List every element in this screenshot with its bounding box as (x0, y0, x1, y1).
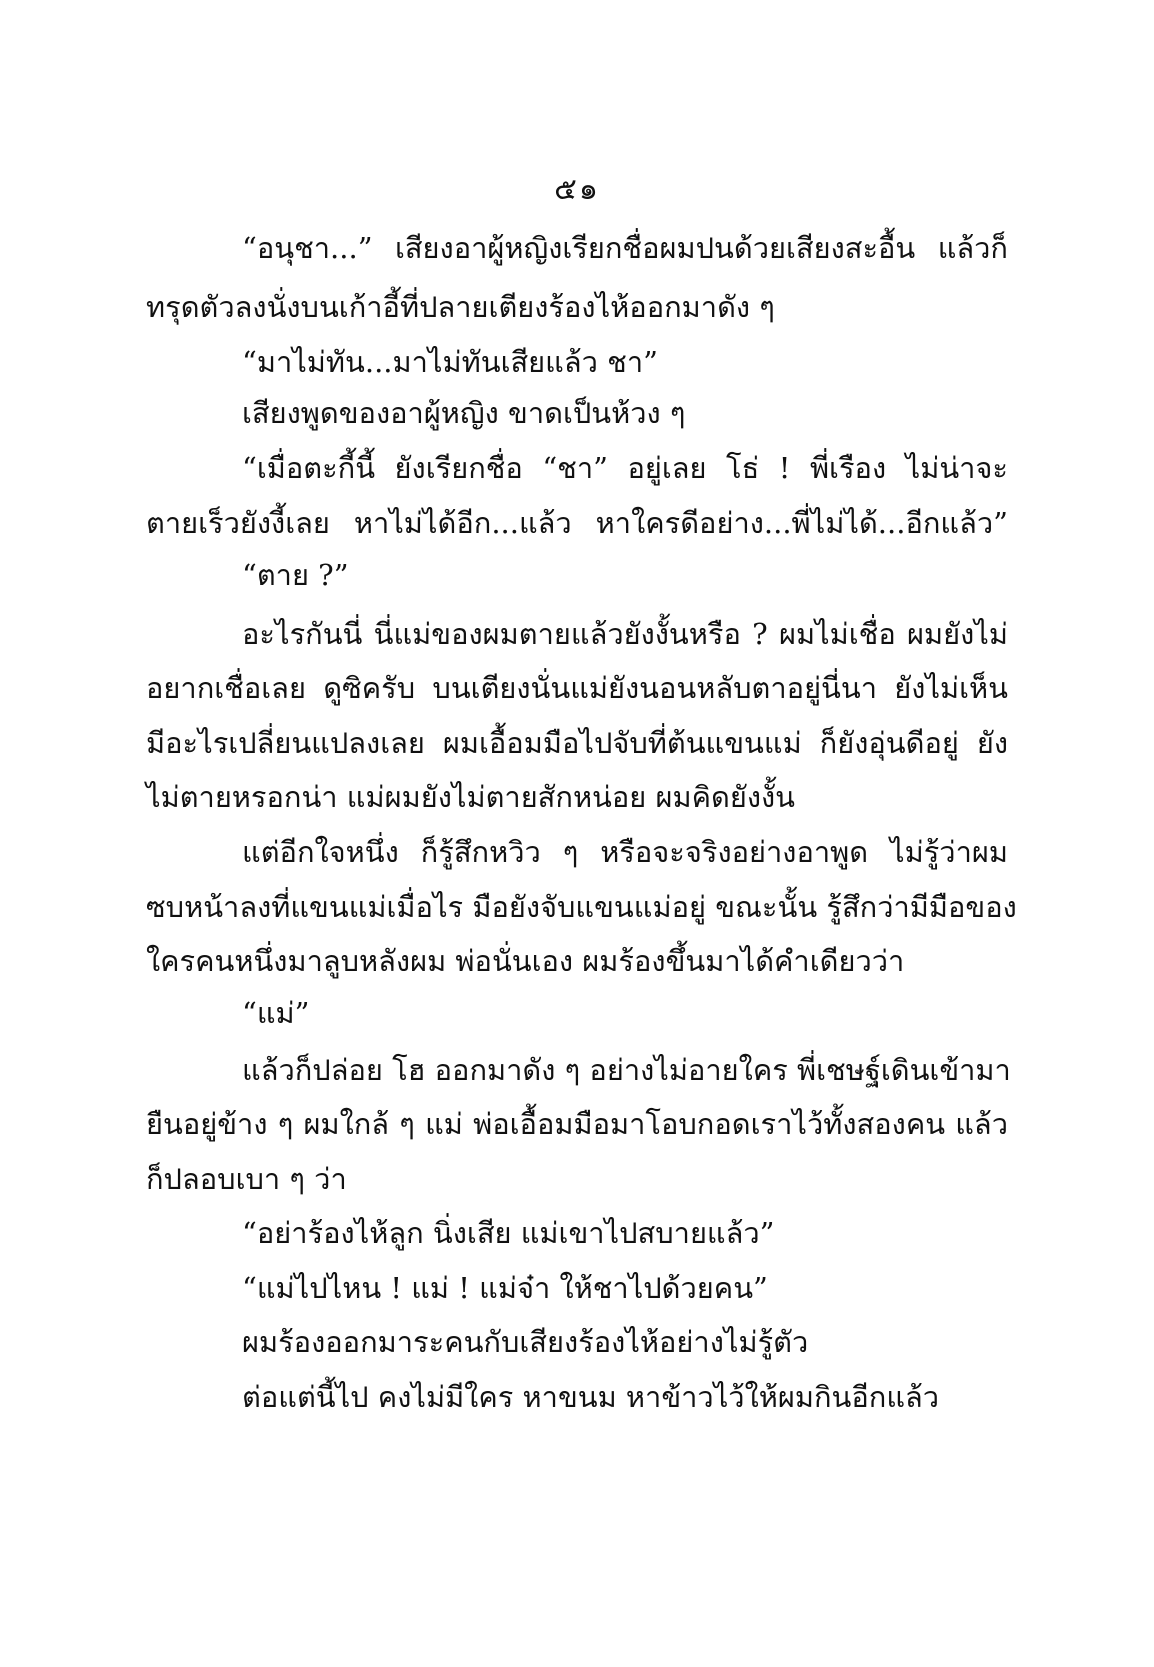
text-line: ทรุดตัวลงนั่งบนเก้าอี้ที่ปลายเตียงร้องไห้ออกมาดัง ๆ (146, 290, 775, 324)
text-line: “มาไม่ทัน...มาไม่ทันเสียแล้ว ชา” (242, 345, 658, 379)
text-line: ตายเร็วยังงี้เลย หาไม่ได้อีก...แล้ว หาใครดีอย่าง...พี่ไม่ได้...อีกแล้ว” (146, 506, 1008, 540)
text-line: แล้วก็ปล่อย โฮ ออกมาดัง ๆ อย่างไม่อายใคร พี่เชษฐ์เดินเข้ามา (242, 1053, 1011, 1087)
text-line: ยืนอยู่ข้าง ๆ ผมใกล้ ๆ แม่ พ่อเอื้อมมือมาโอบกอดเราไว้ทั้งสองคน แล้ว (146, 1107, 1008, 1141)
text-line: อะไรกันนี่ นี่แม่ของผมตายแล้วยังงั้นหรือ ? ผมไม่เชื่อ ผมยังไม่ (242, 617, 1008, 651)
text-line: ใครคนหนึ่งมาลูบหลังผม พ่อนั่นเอง ผมร้องขึ้นมาได้คำเดียวว่า (146, 944, 905, 978)
text-line: “เมื่อตะกี้นี้ ยังเรียกชื่อ “ชา” อยู่เลย โธ่ ! พี่เรือง ไม่น่าจะ (242, 451, 1008, 485)
text-line: “แม่ไปไหน ! แม่ ! แม่จ๋า ให้ชาไปด้วยคน” (242, 1271, 768, 1305)
text-line: ผมร้องออกมาระคนกับเสียงร้องไห้อย่างไม่รู้ตัว (242, 1325, 809, 1359)
text-line: ต่อแต่นี้ไป คงไม่มีใคร หาขนม หาข้าวไว้ให้ผมกินอีกแล้ว (242, 1380, 940, 1414)
text-line: แต่อีกใจหนึ่ง ก็รู้สึกหวิว ๆ หรือจะจริงอย่างอาพูด ไม่รู้ว่าผม (242, 835, 1008, 869)
text-line: อยากเชื่อเลย ดูซิครับ บนเตียงนั่นแม่ยังนอนหลับตาอยู่นี่นา ยังไม่เห็น (146, 671, 1008, 705)
text-line: ก็ปลอบเบา ๆ ว่า (146, 1162, 347, 1196)
text-line: ซบหน้าลงที่แขนแม่เมื่อไร มือยังจับแขนแม่อยู่ ขณะนั้น รู้สึกว่ามีมือของ (146, 890, 1017, 924)
text-line: มีอะไรเปลี่ยนแปลงเลย ผมเอื้อมมือไปจับที่ต้นแขนแม่ ก็ยังอุ่นดีอยู่ ยัง (146, 726, 1008, 760)
text-line: “อนุชา...” เสียงอาผู้หญิงเรียกชื่อผมปนด้วยเสียงสะอื้น แล้วก็ (242, 231, 1008, 265)
text-line: “อย่าร้องไห้ลูก นิ่งเสีย แม่เขาไปสบายแล้ว” (242, 1216, 775, 1250)
text-line: “ตาย ?” (242, 558, 349, 592)
text-line: ไม่ตายหรอกน่า แม่ผมยังไม่ตายสักหน่อย ผมคิดยังงั้น (146, 780, 795, 814)
text-line: เสียงพูดของอาผู้หญิง ขาดเป็นห้วง ๆ (242, 396, 686, 430)
page-number: ๕๑ (554, 172, 600, 207)
text-line: “แม่” (242, 996, 310, 1030)
